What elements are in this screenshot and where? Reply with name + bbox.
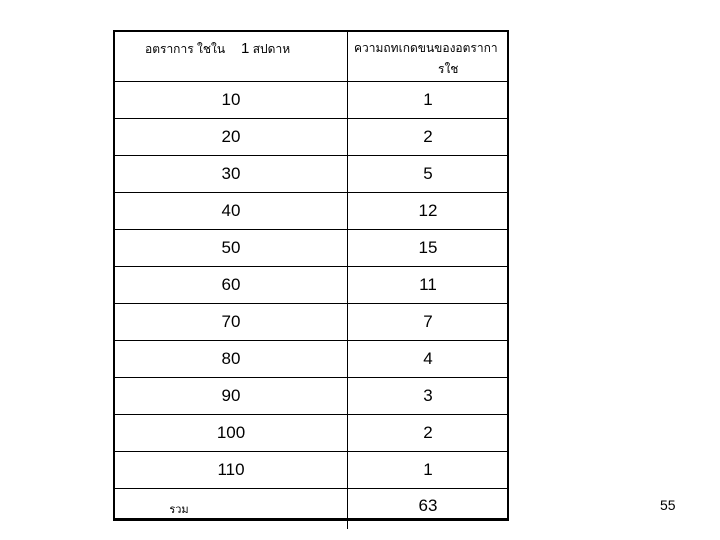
table-row xyxy=(115,267,508,304)
table-row xyxy=(115,156,508,193)
usage-rate-cell: 50 xyxy=(115,230,348,267)
usage-rate-cell: 30 xyxy=(115,156,348,193)
total-value-cell xyxy=(348,489,509,530)
frequency-cell: 3 xyxy=(348,378,509,415)
table-row xyxy=(115,341,508,378)
frequency-cell: 1 xyxy=(348,82,509,119)
frequency-cell: 15 xyxy=(348,230,509,267)
header-usage-rate-text xyxy=(145,40,290,59)
total-row xyxy=(115,489,508,530)
table-row xyxy=(115,415,508,452)
total-value: 63 xyxy=(418,496,438,515)
table-body xyxy=(115,82,508,489)
total-label-cell xyxy=(115,489,348,530)
frequency-table-frame xyxy=(113,30,509,521)
header-frequency-text xyxy=(354,38,498,80)
header-usage-rate-suffix: สปดาห xyxy=(252,42,291,56)
usage-rate-cell: 20 xyxy=(115,119,348,156)
usage-rate-cell: 80 xyxy=(115,341,348,378)
usage-rate-cell: 110 xyxy=(115,452,348,489)
frequency-cell: 11 xyxy=(348,267,509,304)
table-row xyxy=(115,119,508,156)
header-usage-rate-number: 1 xyxy=(241,40,250,57)
table-row xyxy=(115,82,508,119)
usage-rate-cell: 40 xyxy=(115,193,348,230)
usage-rate-cell: 100 xyxy=(115,415,348,452)
usage-rate-cell: 60 xyxy=(115,267,348,304)
usage-rate-cell: 70 xyxy=(115,304,348,341)
frequency-cell: 2 xyxy=(348,119,509,156)
header-frequency-line2: รใช xyxy=(438,62,459,76)
usage-rate-cell: 10 xyxy=(115,82,348,119)
table-row xyxy=(115,193,508,230)
page-number: 55 xyxy=(660,497,676,513)
header-usage-rate xyxy=(115,31,348,82)
frequency-table xyxy=(115,30,508,529)
table-row xyxy=(115,230,508,267)
frequency-cell: 7 xyxy=(348,304,509,341)
header-usage-rate-prefix: อตราการ ใชใน xyxy=(145,42,226,56)
table-row xyxy=(115,452,508,489)
table-header-row xyxy=(115,31,508,82)
frequency-cell: 5 xyxy=(348,156,509,193)
total-label: รวม xyxy=(169,504,189,516)
frequency-cell: 12 xyxy=(348,193,509,230)
header-frequency xyxy=(348,31,509,82)
frequency-cell: 1 xyxy=(348,452,509,489)
frequency-cell: 4 xyxy=(348,341,509,378)
table-row xyxy=(115,304,508,341)
header-frequency-line1: ความถทเกดขนของอตรากา xyxy=(354,41,498,55)
frequency-cell: 2 xyxy=(348,415,509,452)
table-row xyxy=(115,378,508,415)
usage-rate-cell: 90 xyxy=(115,378,348,415)
